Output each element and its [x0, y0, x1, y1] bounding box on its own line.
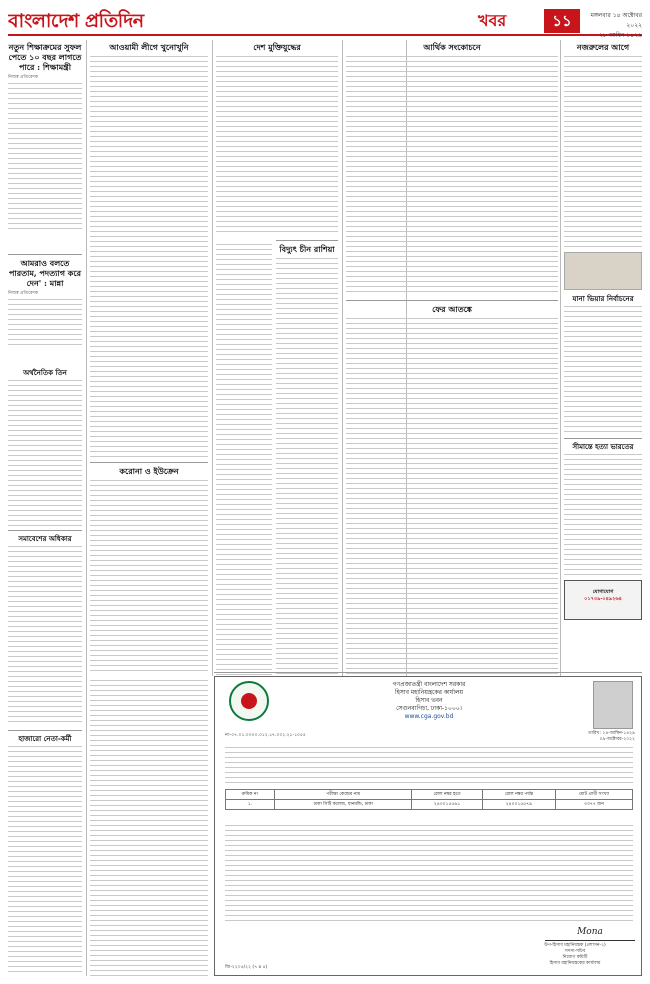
headline: নতুন শিক্ষাক্রমের সুফল পেতে ১০ বছর লাগতে পারে : শিক্ষামন্ত্রী: [8, 42, 82, 72]
ad-office: হিসাব মহানিয়ন্ত্রকের কার্যালয়: [395, 689, 463, 696]
article-electricity-china-russia[interactable]: [276, 244, 338, 676]
headline: নজরুলের আগে: [576, 42, 630, 52]
body-text: [8, 546, 82, 726]
column-2: [90, 40, 208, 676]
body-text: [8, 746, 82, 972]
column-4: [346, 40, 558, 676]
section-name: খবর: [478, 11, 507, 30]
ad-date-gregorian: ০৯-অক্টোবর-২০২২: [599, 737, 635, 742]
table-cell: ৩৩৭৭ জন: [555, 800, 632, 810]
divider: [346, 300, 558, 301]
signature: Mona: [545, 927, 635, 941]
divider: [90, 462, 208, 463]
body-text: [8, 299, 82, 349]
ad-building: হিসাব ভবন: [415, 697, 443, 704]
headline: বিদ্যুৎ চীন রাশিয়া: [279, 244, 335, 254]
ad-instructions: [225, 825, 633, 921]
table-header-cell: রোল নম্বর পর্যন্ত: [482, 790, 555, 800]
classified-ad-title: যোগাযোগ: [592, 589, 614, 595]
divider: [564, 438, 642, 439]
body-text: [225, 747, 633, 783]
headline: অর্থনৈতিক তিন: [23, 368, 67, 377]
ad-body-paragraph: [225, 747, 633, 783]
table-header-cell: মোট প্রার্থী সংখ্যা: [555, 790, 632, 800]
table-header-cell: পরীক্ষা কেন্দ্রের নাম: [275, 790, 412, 800]
article-manna[interactable]: [8, 258, 82, 364]
page-number: ১১: [544, 9, 580, 33]
headline: সীমান্তে হত্যা ভারতের: [572, 442, 634, 451]
newspaper-page: [8, 8, 642, 976]
column-2-continued: [90, 680, 208, 976]
body-text: [90, 480, 208, 674]
article-thousands-leaders[interactable]: [8, 734, 82, 974]
headline: করোনা ও ইউক্রেন: [119, 466, 179, 476]
news-photo: [564, 252, 642, 290]
column-rule: [342, 40, 343, 676]
article-liberation-war[interactable]: [216, 42, 338, 238]
ad-reference: নং-০৭.০১.০০০০.০১২.১৭.০০২.২১-১০৫৫: [225, 733, 306, 738]
ad-date-bengali: ২৪-আশ্বিন-১৪২৯: [602, 731, 635, 736]
date-line: [586, 11, 642, 41]
article-financial-contraction[interactable]: [346, 42, 558, 298]
classified-ad-phone: ০১৭৩৯-০৪৯২৬৪: [584, 596, 622, 602]
ad-address: সেগুনবাগিচা, ঢাকা-১০০০।: [396, 705, 462, 712]
body-text: [276, 258, 338, 674]
ad-date-block: [515, 731, 635, 743]
divider: [8, 730, 82, 731]
headline: আমরাও বলতে পারতাম, পদত্যাগ করে দেন' : মান্না: [8, 258, 81, 288]
signer-name: উপ-হিসাব মহানিয়ন্ত্রক (প্রশাসন-২): [544, 943, 606, 948]
article-economic[interactable]: [8, 368, 82, 528]
column-rule: [560, 40, 561, 676]
headline: আর্থিক সংকোচনে: [423, 42, 481, 52]
table-header-cell: ক্রমিক নং: [226, 790, 275, 800]
article-panic-again[interactable]: [346, 304, 558, 676]
ad-code: জি-২২০৫/২২ (৭ x ৪): [225, 965, 268, 970]
article-border-killing[interactable]: [564, 442, 642, 576]
body-text: [346, 318, 558, 674]
divider: [214, 672, 642, 673]
ad-date-label: তারিখ:: [588, 731, 601, 736]
table-header-cell: রোল নম্বর হতে: [412, 790, 483, 800]
divider: [8, 530, 82, 531]
headline: হাজারো নেতা-কর্মী: [18, 734, 72, 743]
table-cell: ২৪০০১৫৫৬১: [412, 800, 483, 810]
article-nazrul[interactable]: [564, 42, 642, 250]
body-text: [90, 680, 208, 976]
body-text: [225, 825, 633, 921]
signer-office: হিসাব মহানিয়ন্ত্রকের কার্যালয়: [549, 961, 601, 966]
table-body: [226, 800, 633, 810]
ad-org: গণপ্রজাতন্ত্রী বাংলাদেশ সরকার: [392, 681, 466, 688]
body-text: [346, 56, 558, 296]
headline: সমাবেশের অধিকার: [18, 534, 72, 543]
column-1: [8, 40, 82, 976]
article-awami-league[interactable]: [90, 42, 208, 460]
body-text: [564, 454, 642, 576]
table-cell: ঢাকা সিটি কলেজ, ধানমন্ডি, ঢাকা: [275, 800, 412, 810]
body-text: [216, 244, 272, 676]
body-text-column: [216, 244, 272, 676]
body-text: [90, 56, 208, 458]
ad-website[interactable]: www.cga.gov.bd: [404, 713, 454, 720]
newspaper-logo[interactable]: বাংলাদেশ প্রতিদিন: [8, 10, 144, 32]
signer-block: [515, 943, 635, 967]
article-corona-ukraine[interactable]: [90, 466, 208, 676]
table-cell: ১.: [226, 800, 275, 810]
byline: নিজস্ব প্রতিবেদক: [8, 291, 39, 296]
exam-center-table: [225, 789, 633, 810]
headline: ফের আতঙ্কে: [432, 304, 472, 314]
byline: নিজস্ব প্রতিবেদক: [8, 75, 39, 80]
table-cell: ২৪০০১৫৫৭৯: [482, 800, 555, 810]
column-rule: [212, 40, 213, 676]
column-3: [216, 40, 338, 676]
body-text: [216, 56, 338, 236]
body-text: [564, 56, 642, 248]
headline: আওয়ামী লীগে খুনোখুনি: [109, 42, 189, 52]
masthead: [8, 8, 642, 39]
table-header-row: [226, 790, 633, 800]
article-election[interactable]: [564, 294, 642, 436]
headline: দেশ মুক্তিযুদ্ধের: [253, 42, 301, 52]
ad-header: [215, 681, 642, 721]
column-rule: [86, 40, 87, 976]
date-line-bengali: ২৮ আশ্বিন ১৪২৯: [599, 32, 642, 39]
government-advertisement[interactable]: [214, 676, 642, 976]
divider: [8, 254, 82, 255]
signer-committee: নিয়োগ কমিটি: [562, 955, 588, 960]
body-text: [564, 306, 642, 436]
table-row: [226, 800, 633, 810]
signer-role: সদস্য-সচিব: [564, 949, 586, 954]
classified-ad[interactable]: [564, 580, 642, 620]
divider: [276, 240, 338, 241]
article-new-curriculum[interactable]: [8, 42, 82, 252]
headline: যানা ভিয়ার নির্বাচনের: [572, 294, 634, 303]
body-text: [8, 380, 82, 526]
article-rally-right[interactable]: [8, 534, 82, 728]
date-line-gregorian: মঙ্গলবার ১৪ অক্টোবর ২০২২: [590, 12, 642, 29]
body-text: [8, 83, 82, 229]
